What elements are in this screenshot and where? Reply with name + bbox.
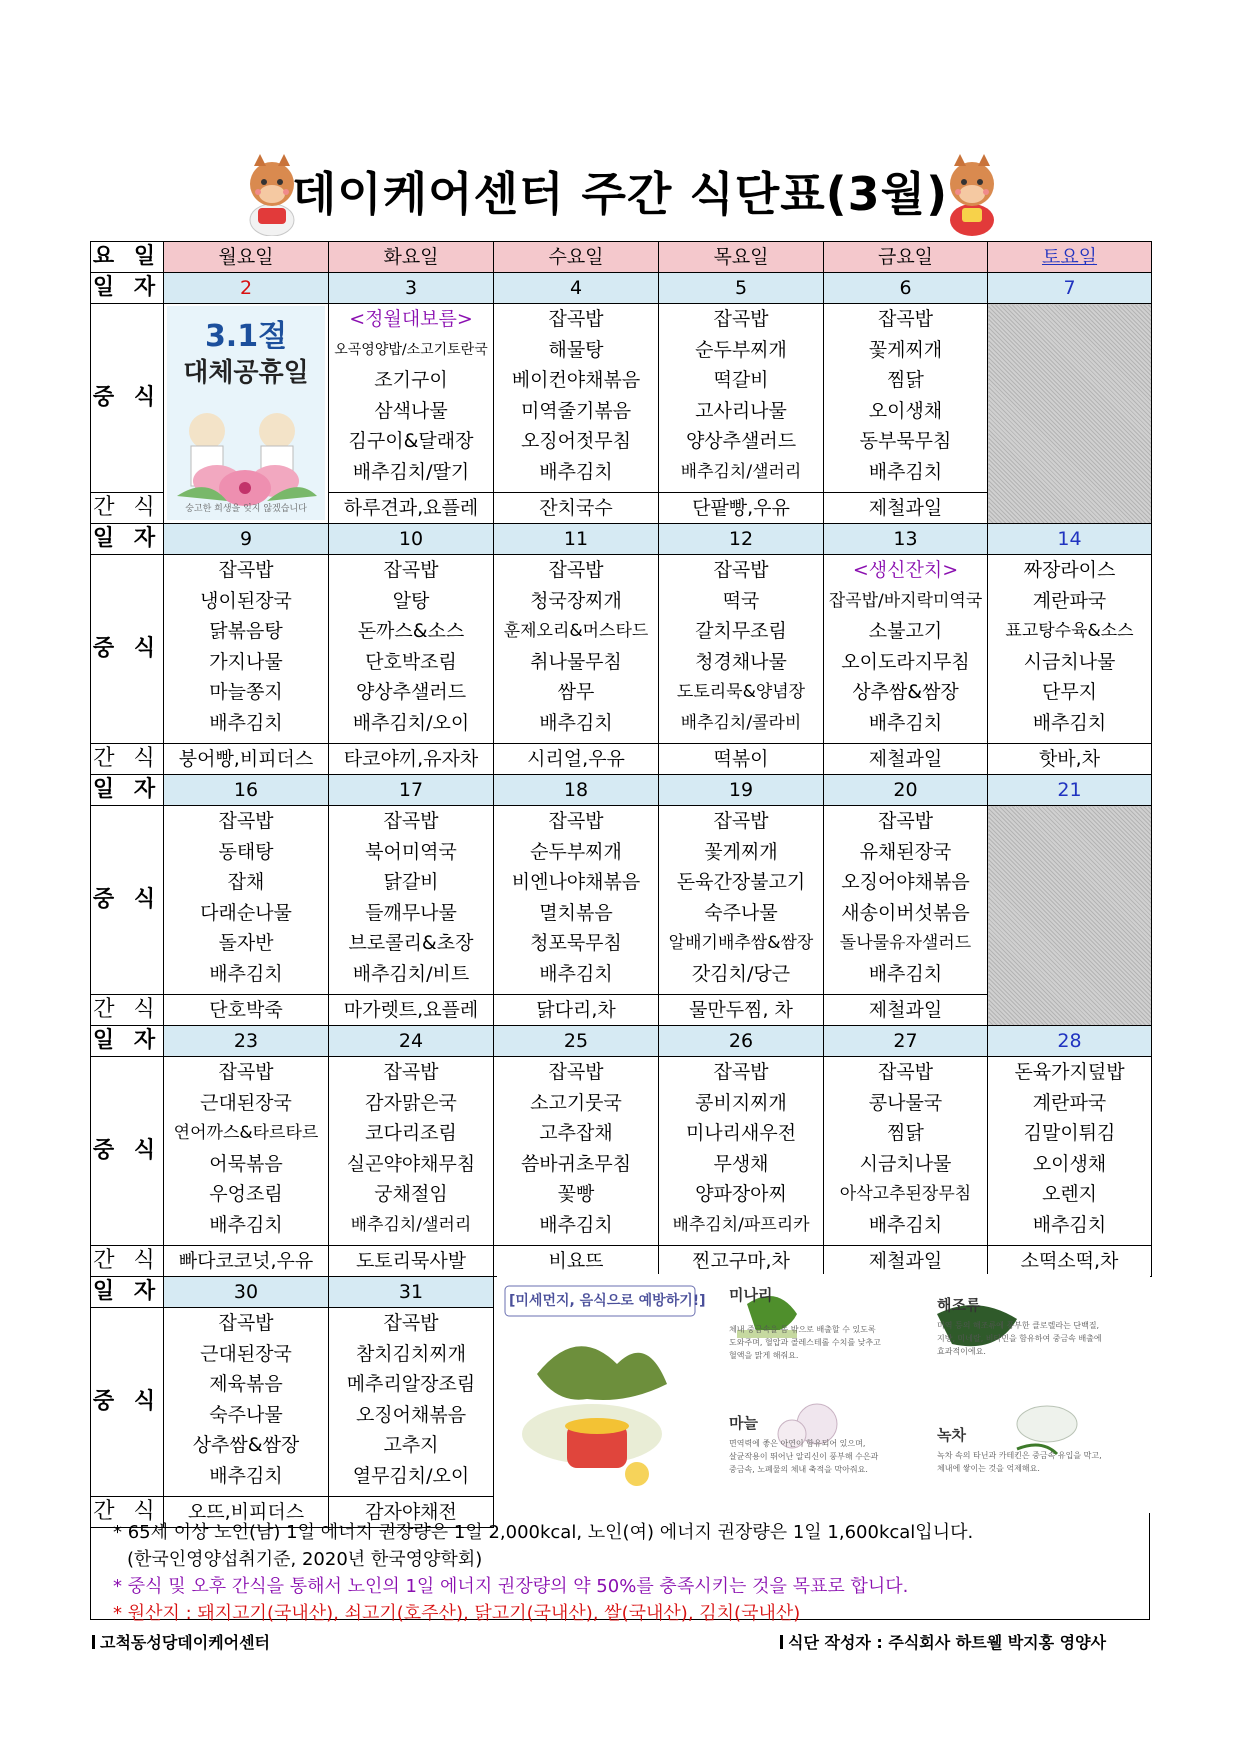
lunch-cell <box>824 304 988 493</box>
menu-item: 미나리새우전 <box>685 1122 797 1144</box>
menu-item: 베이컨야채볶음 <box>511 369 641 391</box>
snack-cell: 오뜨,비피더스 <box>164 1497 329 1528</box>
menu-item: 돈까스&소스 <box>357 620 465 642</box>
row-label: 중 식 <box>91 806 164 995</box>
weekday-header: 수요일 <box>494 242 659 273</box>
date-cell: 4 <box>494 273 659 304</box>
snack-cell: 핫바,차 <box>988 744 1152 775</box>
menu-item: 양파장아찌 <box>695 1183 787 1205</box>
info-item-text: 살균작용이 뛰어난 알리신이 풍부해 수은과 <box>729 1452 879 1461</box>
menu-item: 청국장찌개 <box>530 589 622 612</box>
menu-item: 돌나물유자샐러드 <box>839 933 972 953</box>
info-item-text: 효과적이에요. <box>937 1347 986 1356</box>
date-cell: 6 <box>824 273 988 304</box>
menu-item: 배추김치 <box>209 1213 283 1236</box>
menu-item: 멸치볶음 <box>539 901 613 924</box>
lunch-cell <box>329 1057 494 1246</box>
menu-item: 배추김치/딸기 <box>352 460 470 483</box>
menu-item: <정월대보름> <box>349 308 473 330</box>
lunch-cell <box>329 806 494 995</box>
menu-item: 숙주나물 <box>704 901 778 924</box>
menu-item: 단호박조림 <box>365 650 457 673</box>
lunch-row <box>91 1057 1152 1246</box>
snack-cell: 비요뜨 <box>494 1246 659 1277</box>
info-item-text: 체내 중금속을 몸 밖으로 배출할 수 있도록 <box>729 1325 876 1334</box>
menu-item: 오이생채 <box>1032 1152 1107 1175</box>
row-label: 간 식 <box>91 744 164 775</box>
weekday-header: 금요일 <box>824 242 988 273</box>
info-item-name: 녹차 <box>937 1426 966 1444</box>
menu-item: 아삭고추된장무침 <box>839 1184 972 1204</box>
date-cell: 23 <box>164 1026 329 1057</box>
menu-item: 상추쌈&쌈장 <box>192 1434 300 1456</box>
holiday-title: 3.1절 <box>204 320 288 354</box>
snack-cell: 제철과일 <box>824 995 988 1026</box>
menu-item: 코다리조림 <box>365 1122 457 1144</box>
lunch-row <box>91 304 1152 493</box>
menu-item: 조기구이 <box>374 369 448 391</box>
snack-row <box>91 744 1152 775</box>
lunch-cell <box>164 806 329 995</box>
lunch-cell <box>824 806 988 995</box>
menu-item: 배추김치/오이 <box>352 711 470 734</box>
menu-item: 고추잡채 <box>539 1122 613 1144</box>
date-cell: 19 <box>659 775 824 806</box>
date-cell: 25 <box>494 1026 659 1057</box>
note-line: * 65세 이상 노인(남) 1일 에너지 권장량은 1일 2,000kcal, 노인(여) 에너지 권장량은 1일 1,600kcal입니다. <box>113 1522 974 1543</box>
footer-author <box>780 1630 1106 1653</box>
info-item-text: 도와주며, 혈압과 콜레스테롤 수치를 낮추고 <box>729 1338 881 1347</box>
lunch-cell <box>164 1057 329 1246</box>
menu-item: 양상추샐러드 <box>685 430 797 452</box>
holiday-image <box>167 306 325 520</box>
menu-item: 잡곡밥 <box>877 810 934 832</box>
menu-item: 배추김치 <box>539 711 613 734</box>
horse-mascot-icon <box>940 150 1004 236</box>
row-label: 간 식 <box>91 1497 164 1528</box>
row-label: 일 자 <box>91 524 164 555</box>
footer-left-text: 고척동성당데이케어센터 <box>100 1633 271 1652</box>
menu-item: 배추김치/샐러리 <box>350 1214 472 1235</box>
menu-item: 배추김치 <box>209 711 283 734</box>
holiday-subtitle: 대체공휴일 <box>183 358 309 388</box>
lunch-cell <box>988 1057 1152 1246</box>
date-cell: 18 <box>494 775 659 806</box>
menu-item: <생신잔치> <box>852 559 959 581</box>
menu-item: 근대된장국 <box>200 1091 292 1114</box>
row-label: 간 식 <box>91 1246 164 1277</box>
menu-item: 잡곡밥 <box>548 1061 604 1083</box>
menu-item: 유채된장국 <box>859 840 952 863</box>
menu-item: 마늘쫑지 <box>209 681 283 703</box>
date-cell: 7 <box>988 273 1152 304</box>
snack-cell: 단팥빵,우유 <box>659 493 824 524</box>
row-label: 일 자 <box>91 1026 164 1057</box>
snack-cell: 물만두찜, 차 <box>659 995 824 1026</box>
menu-item: 들깨무나물 <box>365 901 457 924</box>
snack-cell: 떡볶이 <box>659 744 824 775</box>
date-row <box>91 524 1152 555</box>
menu-item: 배추김치 <box>209 962 283 985</box>
lunch-cell <box>329 1308 494 1497</box>
snack-cell: 타코야끼,유자차 <box>329 744 494 775</box>
snack-cell: 마가렛트,요플레 <box>329 995 494 1026</box>
lunch-cell <box>659 304 824 493</box>
snack-cell: 잔치국수 <box>494 493 659 524</box>
menu-item: 콩나물국 <box>868 1091 943 1114</box>
snack-cell: 도토리묵사발 <box>329 1246 494 1277</box>
menu-item: 냉이된장국 <box>200 589 292 612</box>
menu-item: 어묵볶음 <box>209 1152 283 1175</box>
menu-item: 배추김치 <box>868 711 943 734</box>
menu-item: 배추김치 <box>539 962 613 985</box>
snack-cell: 제철과일 <box>824 493 988 524</box>
menu-item: 꽃게찌개 <box>868 338 943 361</box>
menu-item: 메추리알장조림 <box>346 1373 476 1395</box>
menu-item: 오이생채 <box>868 399 943 422</box>
menu-item: 잡곡밥 <box>877 1061 934 1083</box>
menu-item: 계란파국 <box>1032 589 1107 612</box>
snack-cell: 시리얼,우유 <box>494 744 659 775</box>
date-cell: 9 <box>164 524 329 555</box>
info-item-name: 해조류 <box>937 1296 981 1314</box>
holiday-caption: 숭고한 희생을 잊지 않겠습니다 <box>185 504 307 514</box>
menu-item: 잡곡밥 <box>548 810 604 832</box>
info-item-text: 녹차 속의 타닌과 카테킨은 중금속 유입을 막고, <box>937 1451 1102 1460</box>
date-cell: 21 <box>988 775 1152 806</box>
menu-item: 꽃게찌개 <box>704 840 778 863</box>
menu-item: 배추김치/샐러리 <box>680 461 802 482</box>
date-cell: 31 <box>329 1277 494 1308</box>
menu-item: 잡곡밥 <box>383 1312 439 1334</box>
lunch-cell <box>824 1057 988 1246</box>
menu-item: 실곤약야채무침 <box>346 1152 476 1175</box>
snack-row <box>91 1246 1152 1277</box>
menu-item: 소불고기 <box>868 620 943 642</box>
menu-item: 배추김치 <box>539 460 613 483</box>
date-cell: 10 <box>329 524 494 555</box>
note-line: (한국인영양섭취기준, 2020년 한국영양학회) <box>127 1549 483 1570</box>
menu-item: 알배기배추쌈&쌈장 <box>668 933 814 953</box>
menu-item: 배추김치 <box>209 1464 283 1487</box>
date-cell: 20 <box>824 775 988 806</box>
info-item-text: 중금속, 노폐물의 체내 축적을 막아줘요. <box>729 1465 868 1474</box>
menu-item: 짜장라이스 <box>1023 559 1116 581</box>
date-cell: 24 <box>329 1026 494 1057</box>
menu-item: 잡곡밥 <box>218 559 274 581</box>
menu-item: 동부묵무침 <box>859 430 952 452</box>
date-cell: 16 <box>164 775 329 806</box>
menu-item: 미역줄기볶음 <box>520 399 632 422</box>
weekday-header: 화요일 <box>329 242 494 273</box>
menu-item: 시금치나물 <box>1023 650 1116 673</box>
menu-item: 닭볶음탕 <box>209 620 283 642</box>
info-item-garlic <box>729 1412 929 1476</box>
menu-item: 순두부찌개 <box>695 338 787 361</box>
menu-item: 해물탕 <box>548 338 604 361</box>
lunch-cell <box>659 1057 824 1246</box>
menu-item: 잡곡밥 <box>218 810 274 832</box>
menu-item: 잡곡밥 <box>548 559 604 581</box>
lunch-cell <box>329 304 494 493</box>
notes-box <box>90 1513 1150 1624</box>
snack-cell: 감자야채전 <box>329 1497 494 1528</box>
menu-item: 근대된장국 <box>200 1342 292 1365</box>
menu-item: 북어미역국 <box>365 840 457 863</box>
menu-item: 잡곡밥 <box>383 559 439 581</box>
note-line: * 중식 및 오후 간식을 통해서 노인의 1일 에너지 권장량의 약 50%를 충족시키는 것을 목표로 합니다. <box>113 1576 909 1597</box>
menu-item: 꽃빵 <box>557 1183 595 1205</box>
menu-item: 돌자반 <box>218 932 274 954</box>
menu-item: 브로콜리&초장 <box>348 932 474 954</box>
menu-item: 다래순나물 <box>200 901 292 924</box>
menu-item: 비엔나야채볶음 <box>511 871 641 893</box>
row-label: 중 식 <box>91 304 164 493</box>
snack-cell: 소떡소떡,차 <box>988 1246 1152 1277</box>
menu-item: 열무김치/오이 <box>352 1464 470 1487</box>
weekday-header-saturday: 토요일 <box>988 242 1152 273</box>
info-item-text: 면역력에 좋은 아연이 함유되어 있으며, <box>729 1439 866 1448</box>
menu-item: 찜닭 <box>887 1122 924 1144</box>
holiday-cell <box>164 304 329 524</box>
menu-item: 쌈무 <box>557 681 595 703</box>
menu-item: 배추김치 <box>539 1213 613 1236</box>
empty-cell <box>988 304 1152 524</box>
footer-right-text: 식단 작성자 : 주식회사 하트웰 박지홍 영양사 <box>788 1633 1107 1652</box>
menu-item: 삼색나물 <box>374 399 448 422</box>
menu-item: 오징어야채볶음 <box>841 871 970 893</box>
info-heading: [미세먼지, 음식으로 예방하기!] <box>509 1293 706 1309</box>
menu-item: 잡곡밥/바지락미역국 <box>828 590 983 611</box>
menu-item: 고사리나물 <box>695 399 787 422</box>
menu-item: 무생채 <box>713 1152 769 1175</box>
menu-item: 상추쌈&쌈장 <box>852 681 959 703</box>
menu-item: 감자맑은국 <box>365 1091 457 1114</box>
menu-item: 도토리묵&양념장 <box>676 682 806 702</box>
menu-item: 배추김치/비트 <box>352 962 470 985</box>
menu-item: 연어까스&타르타르 <box>173 1123 319 1143</box>
snack-cell: 빠다코코넛,우유 <box>164 1246 329 1277</box>
info-item-text: 혈액을 맑게 해줘요. <box>729 1351 799 1360</box>
note-line: * 원산지 : 돼지고기(국내산), 쇠고기(호주산), 닭고기(국내산), 쌀(국내산), 김치(국내산) <box>113 1603 801 1624</box>
menu-item: 배추김치/콜라비 <box>680 712 802 733</box>
menu-item: 숙주나물 <box>209 1403 283 1426</box>
menu-item: 잡곡밥 <box>218 1312 274 1334</box>
lunch-cell <box>494 304 659 493</box>
menu-item: 떡국 <box>722 589 760 612</box>
menu-item: 찜닭 <box>887 369 924 391</box>
weekday-header-row <box>91 242 1152 273</box>
menu-item: 잡곡밥 <box>548 308 604 330</box>
menu-item: 오징어젓무침 <box>520 430 632 452</box>
menu-item: 계란파국 <box>1032 1091 1107 1114</box>
snack-cell: 제철과일 <box>824 744 988 775</box>
menu-item: 잡곡밥 <box>877 308 934 330</box>
info-item-text: 지방, 미네랄, 비타민을 함유하여 중금속 배출에 <box>937 1334 1102 1343</box>
menu-item: 알탕 <box>392 589 430 612</box>
row-label: 간 식 <box>91 995 164 1026</box>
footer-center-name <box>92 1630 270 1653</box>
title-area <box>0 150 1240 240</box>
info-item-text: 체내에 쌓이는 것을 억제해요. <box>937 1464 1040 1473</box>
date-cell: 26 <box>659 1026 824 1057</box>
menu-item: 오징어채볶음 <box>355 1403 467 1426</box>
date-cell: 11 <box>494 524 659 555</box>
info-item-minari <box>729 1284 919 1362</box>
snack-cell: 제철과일 <box>824 1246 988 1277</box>
snack-cell: 하루견과,요플레 <box>329 493 494 524</box>
menu-item: 소고기뭇국 <box>530 1091 622 1114</box>
menu-item: 콩비지찌개 <box>695 1091 787 1114</box>
menu-item: 참치김치찌개 <box>355 1342 467 1365</box>
menu-item: 오렌지 <box>1041 1183 1098 1205</box>
page-title: 데이케어센터 주간 식단표(3월) <box>291 167 949 221</box>
date-row <box>91 273 1152 304</box>
lunch-cell <box>164 555 329 744</box>
menu-item: 씀바귀초무침 <box>520 1152 632 1175</box>
menu-item: 우엉조림 <box>209 1183 283 1205</box>
menu-item: 궁채절임 <box>374 1183 448 1205</box>
row-label: 일 자 <box>91 273 164 304</box>
lunch-row <box>91 555 1152 744</box>
snack-cell: 찐고구마,차 <box>659 1246 824 1277</box>
menu-item: 배추김치 <box>1032 1213 1107 1236</box>
row-label: 요 일 <box>91 242 164 273</box>
date-cell: 27 <box>824 1026 988 1057</box>
row-label: 중 식 <box>91 555 164 744</box>
date-cell: 13 <box>824 524 988 555</box>
lunch-cell <box>494 1057 659 1246</box>
lunch-cell <box>329 555 494 744</box>
row-label: 중 식 <box>91 1308 164 1497</box>
menu-item: 양상추샐러드 <box>355 681 467 703</box>
menu-item: 잡곡밥 <box>713 308 769 330</box>
snack-cell: 단호박죽 <box>164 995 329 1026</box>
menu-item: 단무지 <box>1041 681 1098 703</box>
date-cell: 3 <box>329 273 494 304</box>
menu-item: 시금치나물 <box>859 1152 952 1175</box>
row-label: 중 식 <box>91 1057 164 1246</box>
menu-item: 청포묵무침 <box>530 932 622 954</box>
weekday-header: 목요일 <box>659 242 824 273</box>
menu-item: 잡곡밥 <box>713 810 769 832</box>
menu-item: 배추김치/파프리카 <box>672 1214 810 1235</box>
menu-item: 김구이&달래장 <box>348 430 474 452</box>
snack-cell: 닭다리,차 <box>494 995 659 1026</box>
info-item-text: 미역 등의 해조류에 풍부한 클로렐라는 단백질, <box>937 1321 1100 1330</box>
menu-item: 제육볶음 <box>209 1373 283 1395</box>
snack-cell: 붕어빵,비피더스 <box>164 744 329 775</box>
date-cell: 5 <box>659 273 824 304</box>
fine-dust-info-box <box>497 1274 1150 1511</box>
empty-cell <box>988 806 1152 1026</box>
menu-item: 잡곡밥 <box>713 1061 769 1083</box>
menu-item: 잡곡밥 <box>383 1061 439 1083</box>
date-cell: 30 <box>164 1277 329 1308</box>
menu-item: 잡곡밥 <box>383 810 439 832</box>
row-label: 일 자 <box>91 775 164 806</box>
lunch-cell <box>824 555 988 744</box>
row-label: 간 식 <box>91 493 164 524</box>
lunch-cell <box>659 806 824 995</box>
menu-item: 갓김치/당근 <box>691 962 791 985</box>
menu-item: 닭갈비 <box>383 871 439 893</box>
lunch-cell <box>494 555 659 744</box>
bullet-bar-icon <box>92 1635 95 1649</box>
menu-item: 잡채 <box>227 871 265 893</box>
menu-item: 갈치무조림 <box>695 620 787 642</box>
lunch-cell <box>164 1308 329 1497</box>
date-cell: 28 <box>988 1026 1152 1057</box>
lunch-cell <box>659 555 824 744</box>
menu-item: 취나물무침 <box>530 650 622 673</box>
bullet-bar-icon <box>780 1635 783 1649</box>
menu-item: 김말이튀김 <box>1023 1122 1116 1144</box>
info-item-seaweed <box>937 1294 1142 1358</box>
menu-item: 훈제오리&머스타드 <box>503 621 649 641</box>
menu-item: 순두부찌개 <box>530 840 622 863</box>
date-row <box>91 775 1152 806</box>
row-label: 일 자 <box>91 1277 164 1308</box>
date-cell: 12 <box>659 524 824 555</box>
menu-item: 배추김치 <box>1032 711 1107 734</box>
menu-item: 배추김치 <box>868 1213 943 1236</box>
menu-item: 배추김치 <box>868 460 943 483</box>
menu-item: 돈육간장불고기 <box>676 871 806 893</box>
info-item-greentea <box>937 1424 1142 1475</box>
info-item-name: 미나리 <box>729 1286 773 1304</box>
lunch-cell <box>988 555 1152 744</box>
menu-item: 잡곡밥 <box>218 1061 274 1083</box>
menu-item: 동태탕 <box>218 840 274 863</box>
menu-item: 오이도라지무침 <box>841 650 970 673</box>
date-cell: 2 <box>164 273 329 304</box>
menu-item: 배추김치 <box>868 962 943 985</box>
lunch-cell <box>494 806 659 995</box>
date-row <box>91 1026 1152 1057</box>
menu-item: 표고탕수육&소스 <box>1005 621 1134 641</box>
date-cell: 17 <box>329 775 494 806</box>
menu-item: 고추지 <box>383 1434 439 1456</box>
weekday-header: 월요일 <box>164 242 329 273</box>
date-cell: 14 <box>988 524 1152 555</box>
menu-item: 잡곡밥 <box>713 559 769 581</box>
menu-item: 청경채나물 <box>695 650 787 673</box>
menu-item: 떡갈비 <box>713 369 769 391</box>
menu-item: 새송이버섯볶음 <box>841 901 970 924</box>
menu-item: 오곡영양밥/소고기토란국 <box>334 341 488 358</box>
menu-item: 돈육가지덮밥 <box>1014 1061 1125 1083</box>
info-item-name: 마늘 <box>729 1414 758 1432</box>
menu-item: 가지나물 <box>209 650 283 673</box>
lunch-row <box>91 806 1152 995</box>
